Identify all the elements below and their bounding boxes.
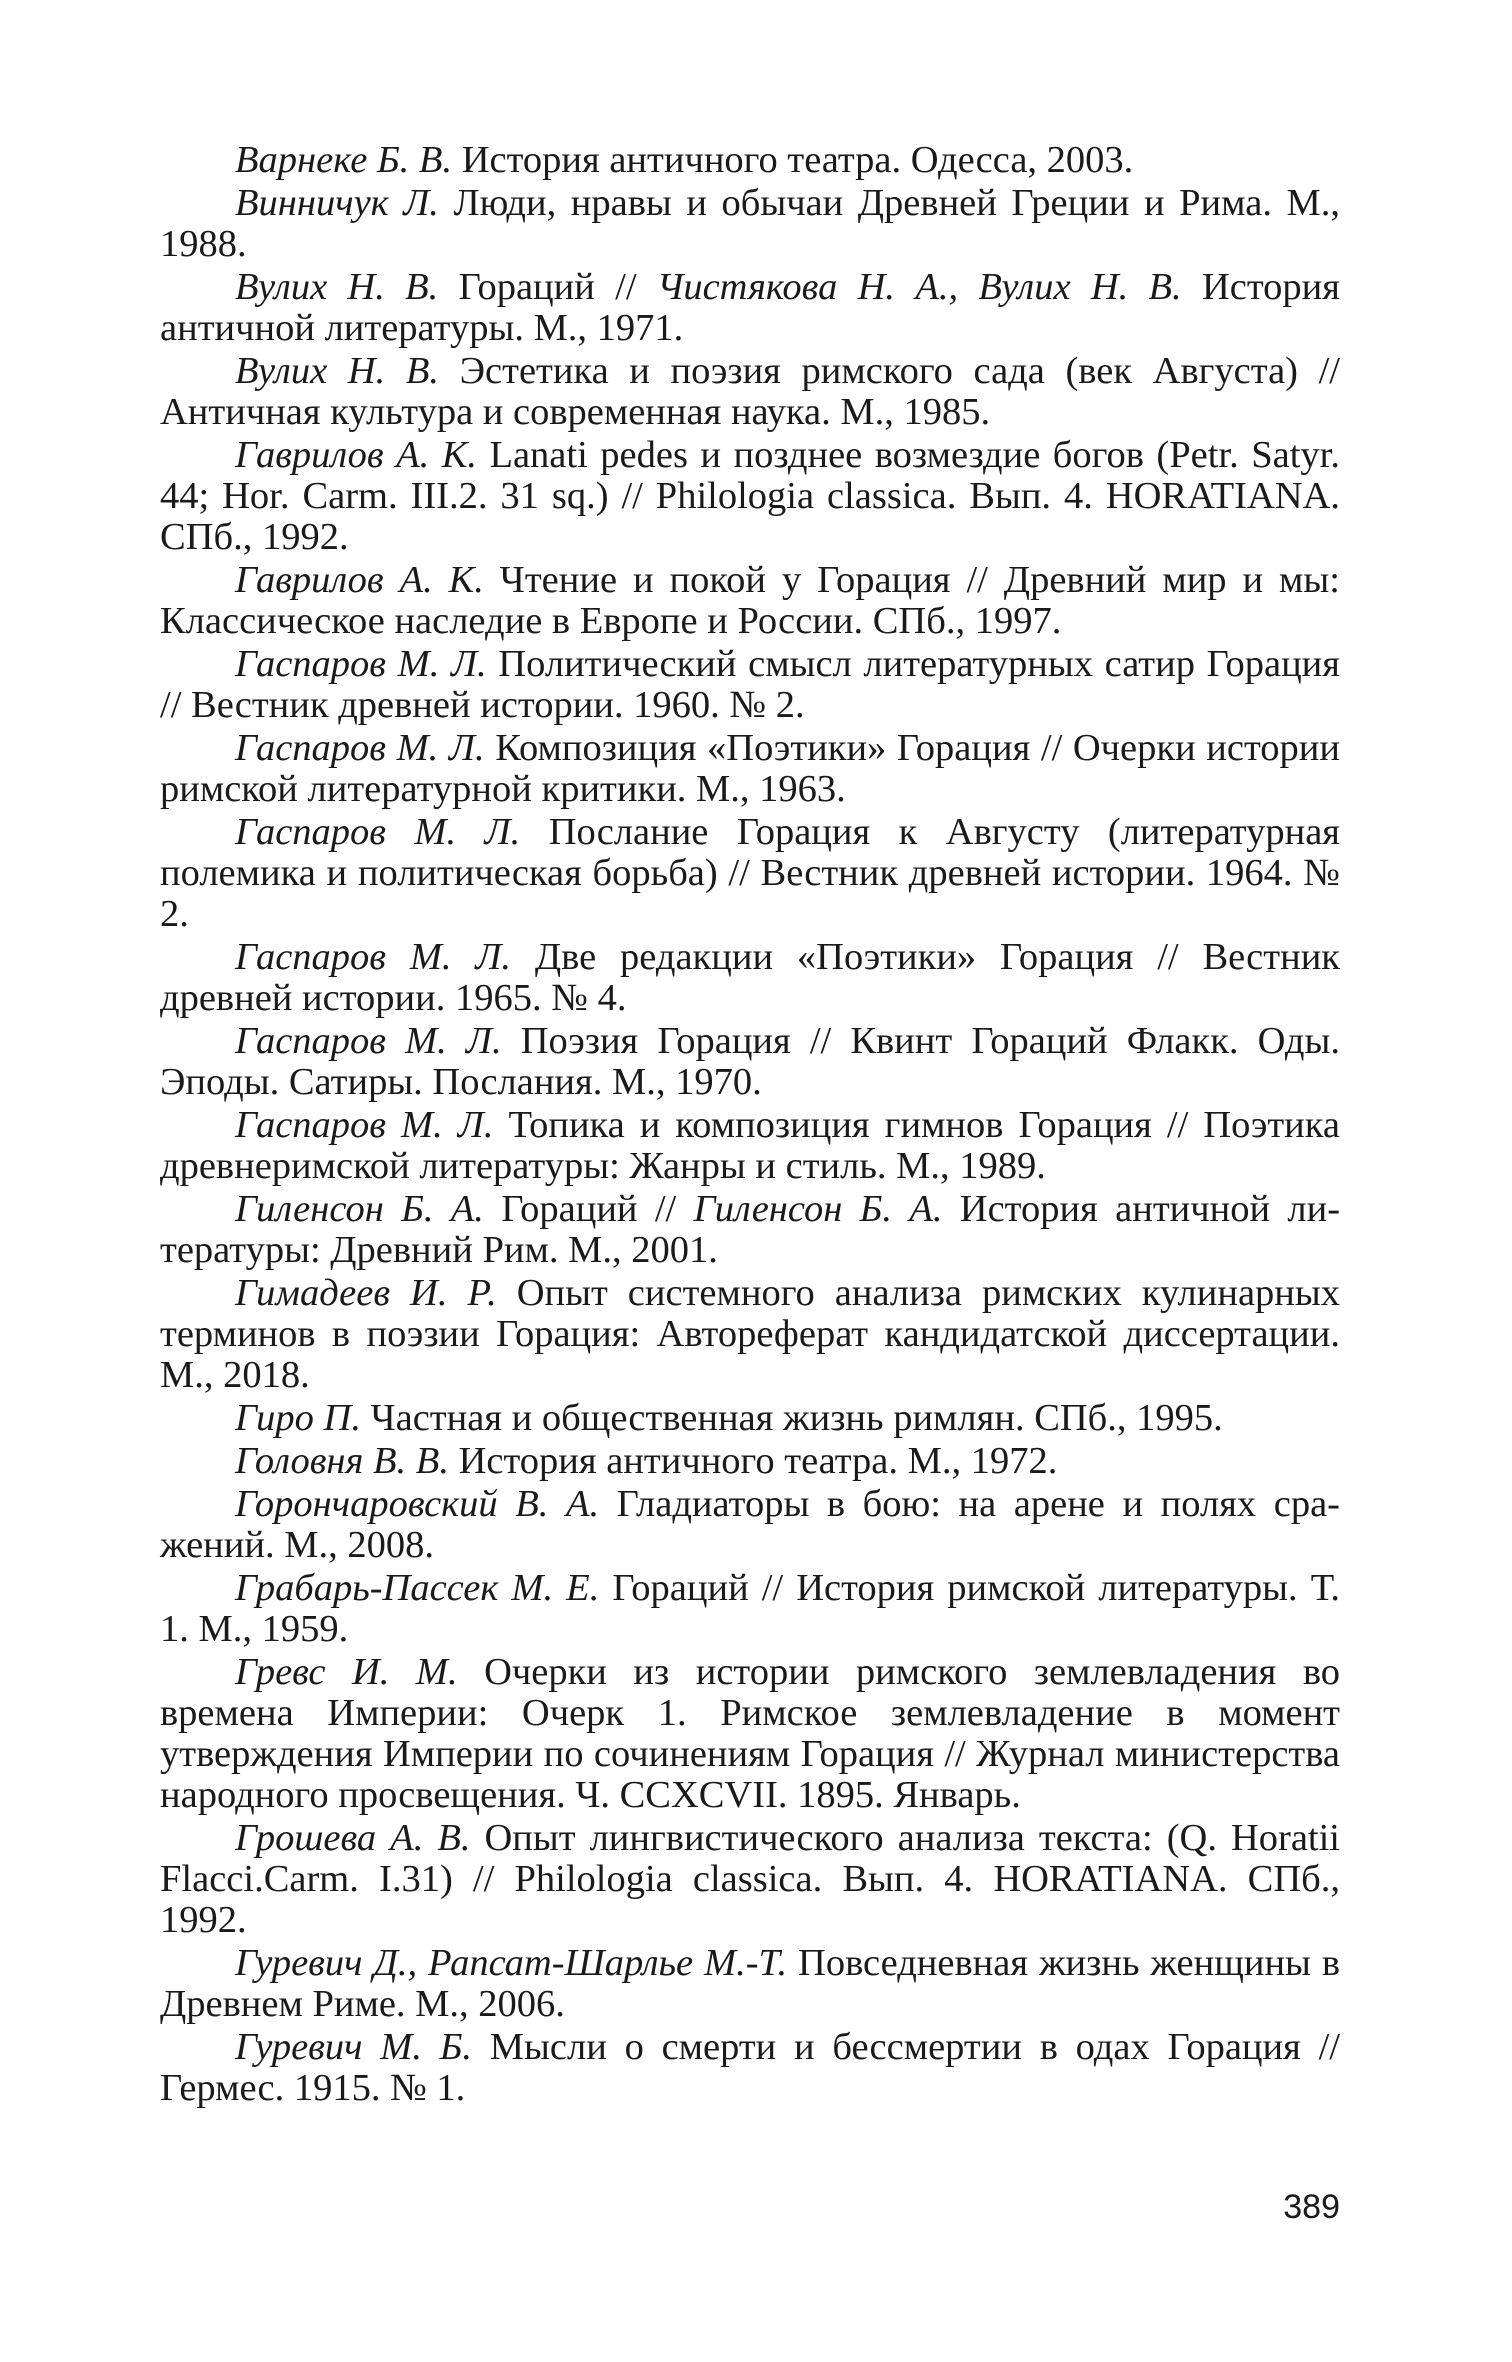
entry-text: Две редакции «Поэтики» Горация // Вестник древней истории. 1965. № 4.: [160, 936, 1340, 1019]
entry-text: Очерки из истории римского землевладения во времена Империи: Очерк 1. Римское землевладение в момент утверждения Империи по сочинениям Горация // Журнал министерства народного просвещения. Ч. CCXCVII. 1895. Январь.: [160, 1651, 1340, 1816]
entry-text: Политический смысл литературных сатир Горация // Вестник древней истории. 1960. № 2.: [160, 643, 1340, 726]
bibliography-entry: [160, 1273, 1340, 1396]
entry-text: Эстетика и поэзия римского сада (век Августа) // Античная культура и современная наука. М., 1985.: [160, 350, 1340, 433]
entry-author: Гаспаров М. Л.: [235, 1020, 502, 1062]
bibliography-entry: [160, 351, 1340, 433]
entry-author: Варнеке Б. В.: [235, 139, 453, 181]
entry-text: Мысли о смерти и бессмертии в одах Горация // Гермес. 1915. № 1.: [160, 2026, 1340, 2109]
bibliography-entry: [160, 267, 1340, 349]
page-number: 389: [1283, 2188, 1340, 2226]
entry-text-secondary: История античной литературы: Древний Рим. М., 2001.: [160, 1188, 1341, 1271]
entry-text: Повседневная жизнь женщины в Древнем Риме. М., 2006.: [160, 1942, 1340, 2025]
entry-author: Винничук Л.: [235, 182, 439, 224]
entry-author: Гиро П.: [235, 1397, 361, 1439]
bibliography-entry: [160, 140, 1340, 181]
entry-text: Композиция «Поэтики» Горация // Очерки истории римской литературной критики. М., 1963.: [160, 727, 1340, 810]
bibliography-entry: [160, 1441, 1340, 1482]
entry-text: Поэзия Горация // Квинт Гораций Флакк. Оды. Эподы. Сатиры. Послания. М., 1970.: [160, 1020, 1340, 1103]
entry-author: Гаврилов А. К.: [235, 559, 484, 601]
entry-author: Гаспаров М. Л.: [235, 643, 487, 685]
bibliography-entry: [160, 1652, 1340, 1816]
entry-text: Гораций //: [483, 1188, 694, 1230]
entry-author: Гаврилов А. К.: [235, 434, 477, 476]
bibliography-entry: [160, 644, 1340, 726]
bibliography-entry: [160, 1105, 1340, 1187]
entry-author: Гревс И. М.: [235, 1651, 458, 1693]
entry-author: Гиленсон Б. А.: [235, 1188, 484, 1230]
bibliography-entry: [160, 1021, 1340, 1103]
entry-author: Грошева А. В.: [235, 1817, 471, 1859]
entry-text: Частная и общественная жизнь римлян. СПб., 1995.: [360, 1397, 1223, 1439]
bibliography-entry: [160, 435, 1340, 558]
bibliography-entry: [160, 728, 1340, 810]
bibliography-entry: [160, 1943, 1340, 2025]
entry-author: Вулих Н. В.: [235, 266, 439, 308]
entry-author: Гаспаров М. Л.: [235, 727, 485, 769]
entry-text-secondary: История античной литературы. М., 1971.: [160, 266, 1340, 349]
entry-text: История античного театра. М., 1972.: [448, 1440, 1058, 1482]
entry-author: Вулих Н. В.: [235, 350, 439, 392]
entry-text: Топика и композиция гимнов Горация // Поэтика древнеримской литературы: Жанры и стиль. М., 1989.: [160, 1104, 1340, 1187]
bibliography-entry: [160, 812, 1340, 935]
entry-text: Опыт системного анализа римских кулинарных терминов в поэзии Горация: Автореферат кандидатской диссертации. М., 2018.: [160, 1272, 1340, 1396]
entry-author: Гаспаров М. Л.: [235, 936, 512, 978]
entry-author: Горончаровский В. А.: [235, 1483, 600, 1525]
entry-text: Опыт лингвистического анализа текста: (Q. Horatii Flacci.Carm. I.31) // Philologia classica. Вып. 4. HORATIANA. СПб., 1992.: [160, 1817, 1341, 1941]
bibliography-entry: [160, 1189, 1340, 1271]
bibliography-entry: [160, 183, 1340, 265]
bibliography-entry: [160, 937, 1340, 1019]
entry-text: Чтение и покой у Горация // Древний мир и мы: Классическое наследие в Европе и России. СПб., 1997.: [160, 559, 1340, 642]
entry-text: История античного театра. Одесса, 2003.: [452, 139, 1134, 181]
bibliography-entry: [160, 1818, 1340, 1941]
entry-author: Грабарь-Пассек М. Е.: [235, 1567, 600, 1609]
entry-text: Гораций //: [438, 266, 657, 308]
entry-text: Люди, нравы и обычаи Древней Греции и Рима. М., 1988.: [160, 182, 1340, 265]
entry-text: Lanati pedes и позднее возмездие богов (Petr. Satyr. 44; Hor. Carm. III.2. 31 sq.) // Philologia classica. Вып. 4. HORATIANA. СПб., 1992.: [160, 434, 1340, 558]
entry-text: Гораций // История римской литературы. Т. 1. М., 1959.: [160, 1567, 1340, 1650]
bibliography-entry: [160, 1484, 1340, 1566]
entry-author: Гаспаров М. Л.: [235, 1104, 494, 1146]
bibliography-page: [160, 140, 1340, 2109]
bibliography-entry: [160, 1568, 1340, 1650]
entry-author: Гаспаров М. Л.: [235, 811, 521, 853]
entry-author-secondary: Гиленсон Б. А.: [693, 1188, 943, 1230]
entry-text: Гладиаторы в бою: на арене и полях сражений. М., 2008.: [160, 1483, 1340, 1566]
bibliography-entry: [160, 2027, 1340, 2109]
entry-text: Послание Горация к Августу (литературная полемика и политическая борьба) // Вестник древней истории. 1964. № 2.: [160, 811, 1340, 935]
entry-author-secondary: Чистякова Н. А., Вулих Н. В.: [656, 266, 1182, 308]
bibliography-entry: [160, 560, 1340, 642]
entry-author: Гуревич Д., Рапсат-Шарлье М.-Т.: [235, 1942, 788, 1984]
bibliography-entry: [160, 1398, 1340, 1439]
entry-author: Головня В. В.: [235, 1440, 449, 1482]
entry-author: Гимадеев И. Р.: [235, 1272, 497, 1314]
entry-author: Гуревич М. Б.: [235, 2026, 473, 2068]
